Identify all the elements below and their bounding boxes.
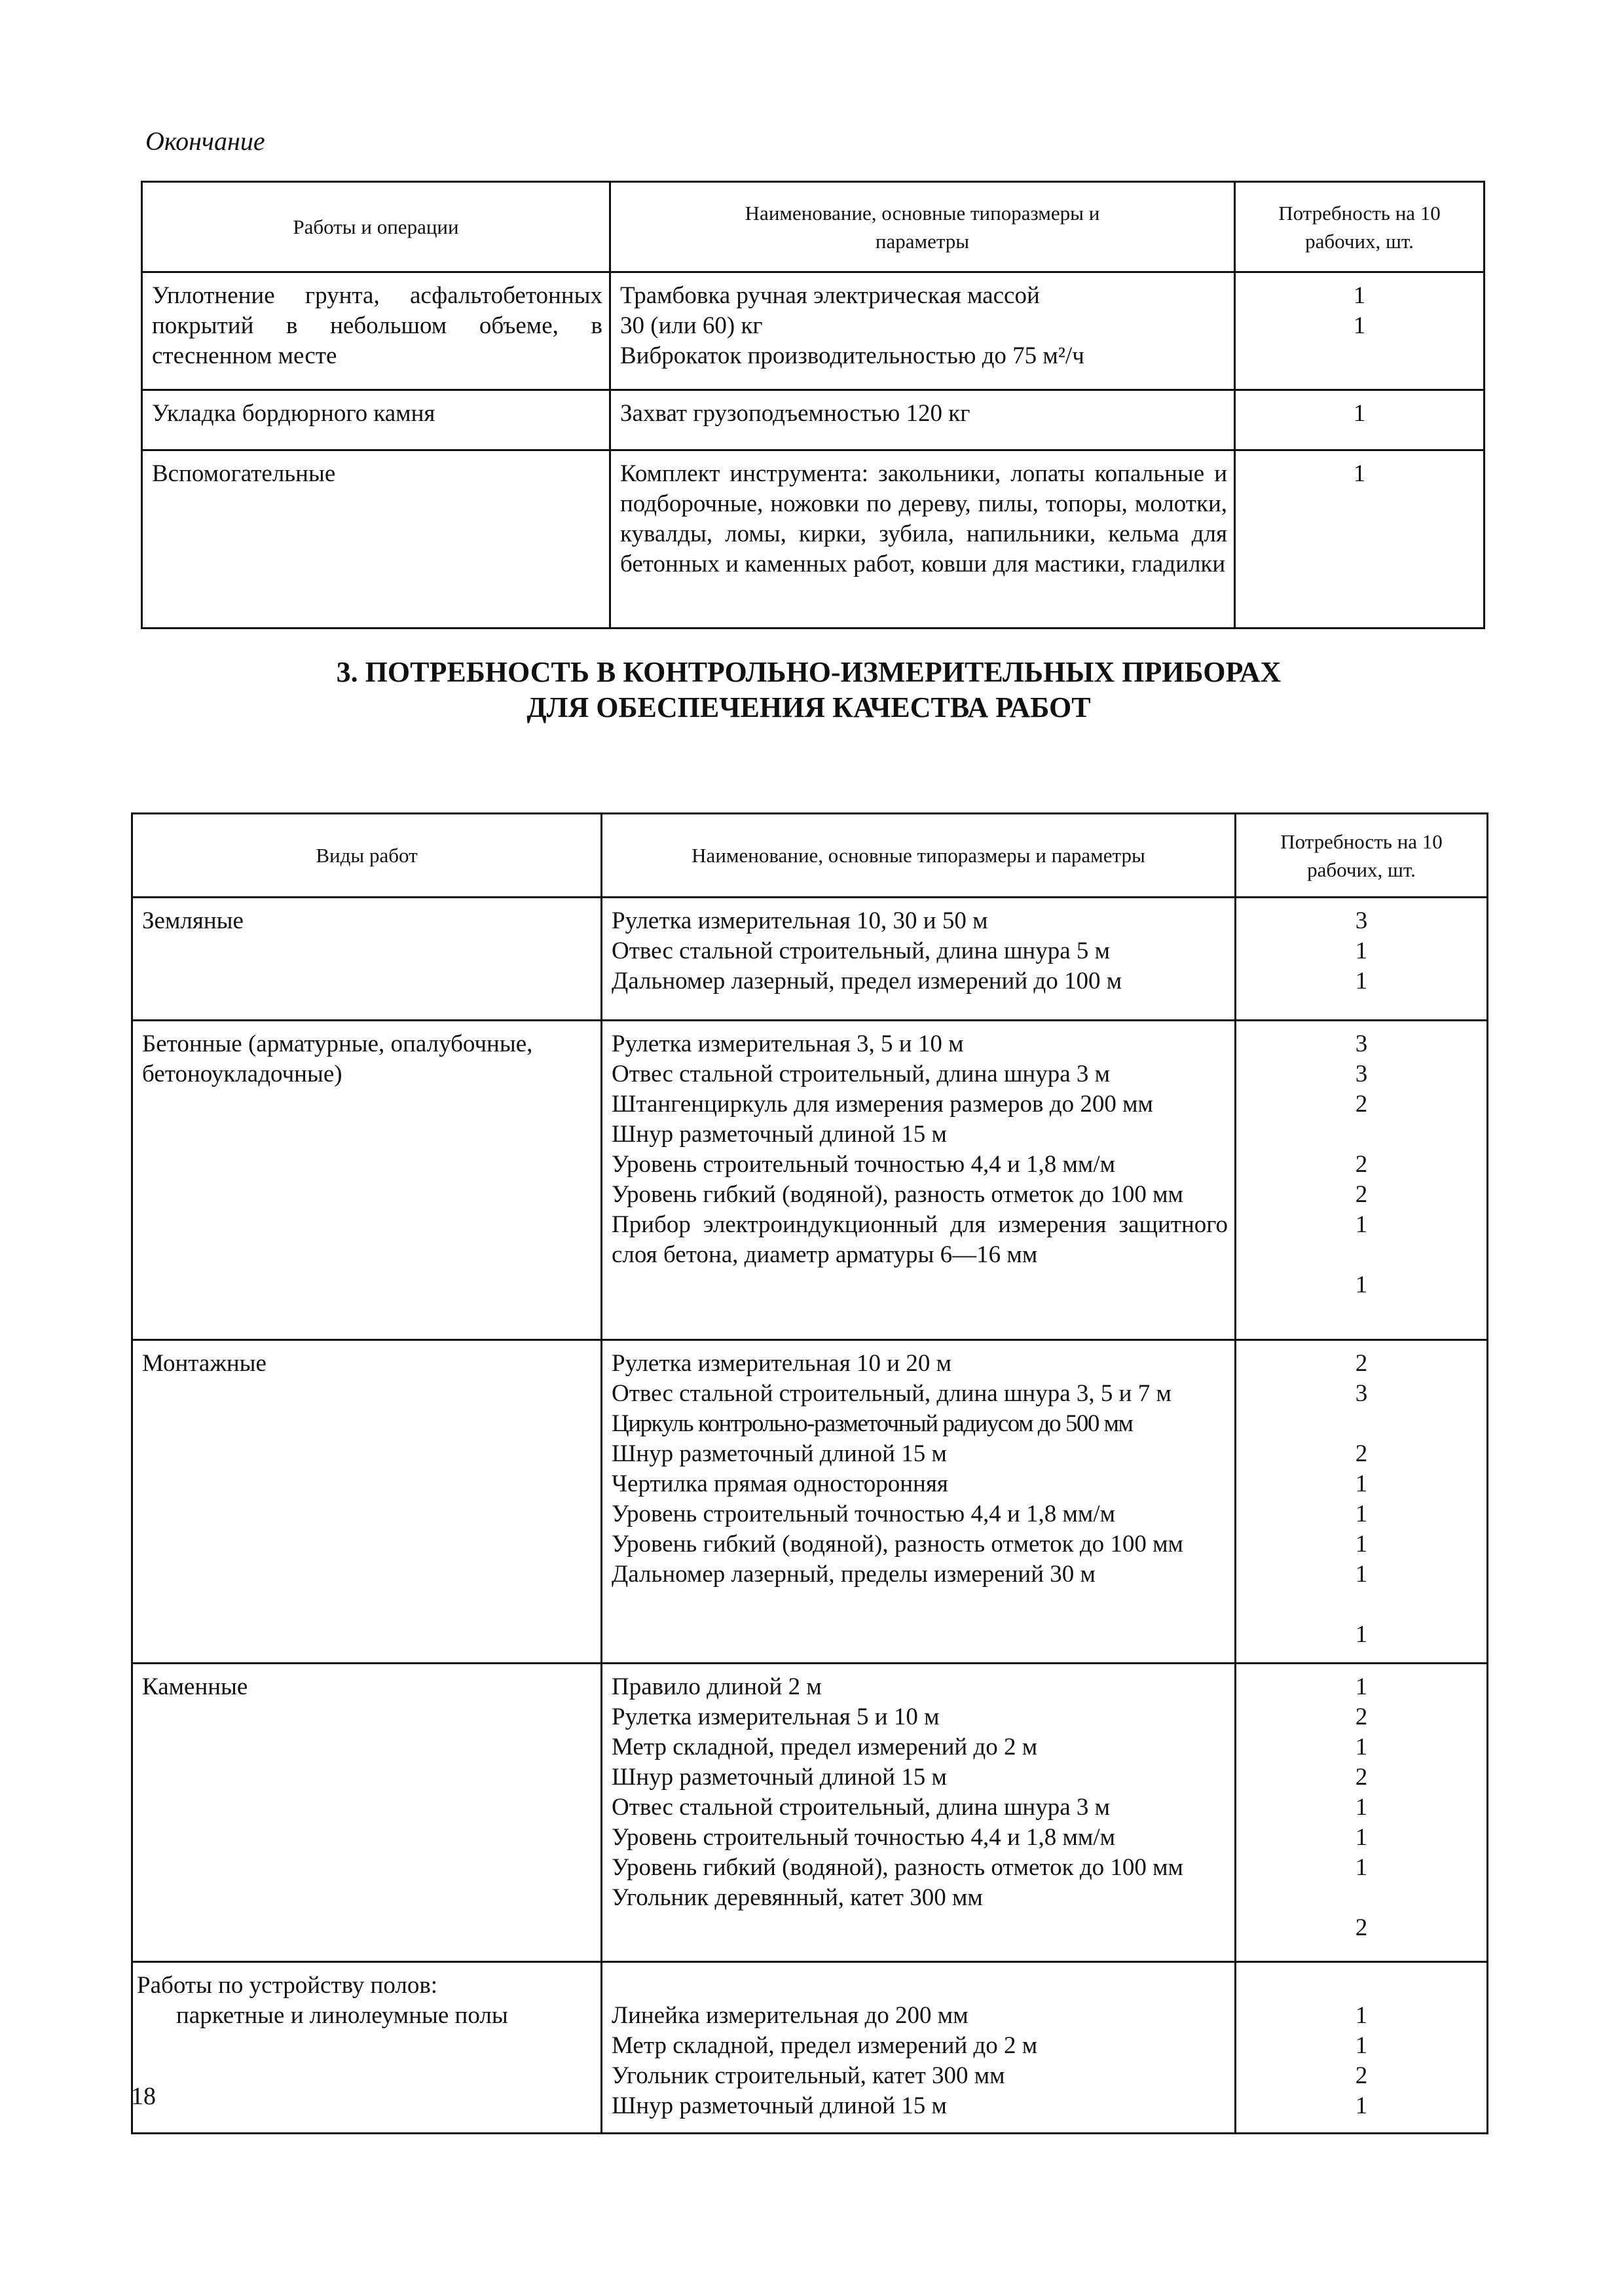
work-cell: Вспомогательные [142,450,610,629]
work-subtitle: паркетные и линолеумные полы [176,2002,508,2029]
work-cell: Уплотнение грунта, асфальтобетонных покрытий в небольшом объеме, в стесненном месте [142,272,610,390]
qty: 1 [1353,312,1366,339]
qty: 3 [1355,1380,1368,1407]
column-header-name: Наименование, основные типоразмеры и параметры [602,814,1236,898]
item: Трамбовка ручная электрическая массой 30 (или 60) кг [620,282,1040,339]
item: Чертилка прямая односторонняя [612,1470,948,1497]
item: Рулетка измерительная 10 и 20 м [612,1350,952,1377]
instruments-table [131,812,1488,2134]
qty: 2 [1355,1914,1368,1941]
items-cell [610,450,1235,629]
qty: 2 [1355,2062,1368,2089]
qty: 2 [1355,1350,1368,1377]
qty: 1 [1355,1673,1368,1700]
items-cell [602,1340,1236,1664]
quantity-cell [1235,450,1485,629]
qty: 2 [1355,1440,1368,1467]
qty: 3 [1355,907,1368,934]
qty: 1 [1355,1211,1368,1238]
table-row [132,1021,1488,1340]
work-cell: Укладка бордюрного камня [142,390,610,450]
qty: 1 [1355,1794,1368,1821]
item: Рулетка измерительная 5 и 10 м [612,1704,940,1730]
item: Отвес стальной строительный, длина шнура 3, 5 и 7 м [612,1380,1172,1407]
items-cell [602,1021,1236,1340]
item: Угольник строительный, катет 300 мм [612,2062,1005,2089]
item: Угольник деревянный, катет 300 мм [612,1884,983,1911]
items-cell [610,390,1235,450]
item: Отвес стальной строительный, длина шнура 3 м [612,1061,1111,1087]
table-row [142,390,1485,450]
quantity-cell [1236,1962,1488,2134]
item: Дальномер лазерный, пределы измерений 30 м [612,1561,1096,1588]
item: Уровень строительный точностью 4,4 и 1,8 мм/м [612,1501,1116,1527]
qty: 1 [1355,1734,1368,1760]
qty: 2 [1355,1764,1368,1791]
item: Дальномер лазерный, предел измерений до 100 м [612,968,1122,994]
quantity-cell [1235,272,1485,390]
qty: 1 [1355,938,1368,964]
table-row [142,272,1485,390]
qty: 1 [1355,2092,1368,2119]
item: Метр складной, предел измерений до 2 м [612,2032,1038,2059]
item: Рулетка измерительная 3, 5 и 10 м [612,1030,964,1057]
items-cell [610,272,1235,390]
table-header-row [142,182,1485,272]
column-header-name: Наименование, основные типоразмеры и параметры [610,182,1235,272]
continuation-caption: Окончание [145,126,265,156]
qty: 1 [1355,1501,1368,1527]
work-cell: Монтажные [132,1340,602,1664]
qty: 3 [1355,1061,1368,1087]
item: Шнур разметочный длиной 15 м [612,1121,947,1148]
qty: 2 [1355,1151,1368,1178]
item: Уровень гибкий (водяной), разность отметок до 100 мм [612,1181,1183,1208]
qty: 1 [1353,282,1366,309]
items-cell [602,1664,1236,1962]
quantity-cell [1236,898,1488,1021]
item: Циркуль контрольно-разметочный радиусом до 500 мм [612,1410,1133,1437]
qty: 1 [1353,460,1366,487]
items-cell [602,1962,1236,2134]
item: Отвес стальной строительный, длина шнура 3 м [612,1794,1111,1821]
item: Шнур разметочный длиной 15 м [612,1440,947,1467]
item: Уровень строительный точностью 4,4 и 1,8 мм/м [612,1151,1116,1178]
qty: 2 [1355,1181,1368,1208]
item: Метр складной, предел измерений до 2 м [612,1734,1038,1760]
table-row [142,450,1485,629]
table-header-row [132,814,1488,898]
item: Уровень гибкий (водяной), разность отметок до 100 мм [612,1854,1183,1881]
section-heading-line-2: ДЛЯ ОБЕСПЕЧЕНИЯ КАЧЕСТВА РАБОТ [526,691,1091,723]
qty: 1 [1355,2002,1368,2029]
work-title: Работы по устройству полов: [137,1972,438,1999]
item: Захват грузоподъемностью 120 кг [620,400,970,427]
work-cell: Бетонные (арматурные, опалубочные, бетоноукладочные) [132,1021,602,1340]
column-header-work: Работы и операции [142,182,610,272]
item: Правило длиной 2 м [612,1673,822,1700]
qty: 1 [1355,1470,1368,1497]
table-row [132,1962,1488,2134]
item: Уровень строительный точностью 4,4 и 1,8 мм/м [612,1824,1116,1851]
item: Штангенциркуль для измерения размеров до 200 мм [612,1091,1153,1118]
table-row [132,898,1488,1021]
work-cell: Земляные [132,898,602,1021]
quantity-cell [1235,390,1485,450]
qty: 1 [1355,1854,1368,1881]
qty: 1 [1355,1561,1368,1588]
qty: 1 [1353,400,1366,427]
section-heading [131,655,1486,725]
items-cell [602,898,1236,1021]
qty: 1 [1355,1271,1368,1298]
work-cell [132,1962,602,2134]
table-row [132,1340,1488,1664]
item: Комплект инструмента: закольники, лопаты копальные и подборочные, ножовки по дереву, пилы, топоры, молотки, кувалды, ломы, кирки, зубила, напильники, кельма для бетонных и каменных работ, ковши для мастики, гладилки [620,460,1227,577]
qty: 2 [1355,1704,1368,1730]
qty: 3 [1355,1030,1368,1057]
qty: 2 [1355,1091,1368,1118]
table-row [132,1664,1488,1962]
qty: 1 [1355,1824,1368,1851]
quantity-cell [1236,1340,1488,1664]
item: Шнур разметочный длиной 15 м [612,1764,947,1791]
section-heading-line-1: 3. ПОТРЕБНОСТЬ В КОНТРОЛЬНО-ИЗМЕРИТЕЛЬНЫХ ПРИБОРАХ [336,656,1282,688]
column-header-work-types: Виды работ [132,814,602,898]
qty: 1 [1355,968,1368,994]
qty: 1 [1355,2032,1368,2059]
item: Уровень гибкий (водяной), разность отметок до 100 мм [612,1531,1183,1558]
qty: 1 [1355,1621,1368,1648]
tools-table-continuation [141,181,1485,629]
column-header-quantity: Потребность на 10 рабочих, шт. [1235,182,1485,272]
item: Шнур разметочный длиной 15 м [612,2092,947,2119]
quantity-cell [1236,1021,1488,1340]
item: Виброкаток производительностью до 75 м²/ч [620,342,1084,369]
item: Прибор электроиндукционный для измерения защитного слоя бетона, диаметр арматуры 6—16 мм [612,1211,1228,1268]
work-cell: Каменные [132,1664,602,1962]
page-number: 18 [131,2083,156,2110]
item: Отвес стальной строительный, длина шнура 5 м [612,938,1111,964]
column-header-quantity: Потребность на 10 рабочих, шт. [1236,814,1488,898]
qty: 1 [1355,1531,1368,1558]
item: Линейка измерительная до 200 мм [612,2002,969,2029]
quantity-cell [1236,1664,1488,1962]
item: Рулетка измерительная 10, 30 и 50 м [612,907,988,934]
